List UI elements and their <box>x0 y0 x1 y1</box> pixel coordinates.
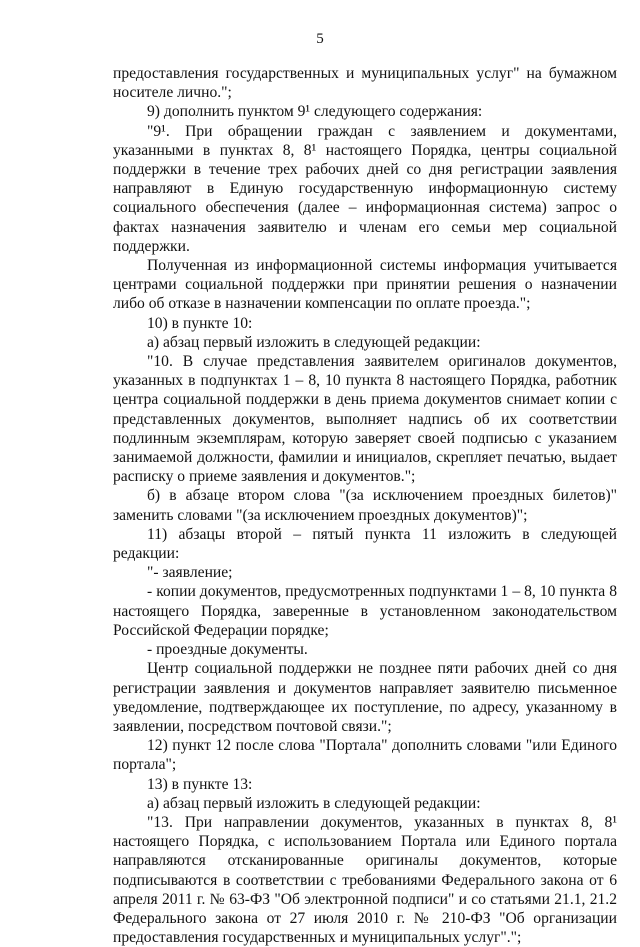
paragraph-17: "13. При направлении документов, указанных в пунктах 8, 8¹ настоящего Порядка, с использованием Портала или Единого портала направляются отсканированные оригиналы документов, которые подписываются в соответствии с требованиями Федерального закона от 6 апреля 2011 г. № 63-ФЗ "Об электронной подписи" и со статьями 21.1, 21.2 Федерального закона от 27 июля 2010 г. № 210-ФЗ "Об организации предоставления государственных и муниципальных услуг"."; <box>113 813 617 947</box>
paragraph-2: 9) дополнить пунктом 9¹ следующего содержания: <box>147 103 483 121</box>
paragraph-1: предоставления государственных и муниципальных услуг" на бумажном носителе лично."; <box>113 65 617 102</box>
paragraph-16: а) абзац первый изложить в следующей редакции: <box>147 794 481 812</box>
paragraph-3: "9¹. При обращении граждан с заявлением и документами, указанными в пунктах 8, 8¹ настоящего Порядка, центры социальной поддержки в течение трех рабочих дней со дня регистрации заявления направляют в Единую государственную информационную систему социального обеспечения (далее – информационная система) запрос о фактах назначения заявителю и членам его семьи мер социальной поддержки. <box>113 122 617 255</box>
paragraph-4: Полученная из информационной системы информация учитывается центрами социальной поддержки при принятии решения о назначении либо об отказе в назначении компенсации по оплате проезда."; <box>113 257 617 313</box>
paragraph-5: 10) в пункте 10: <box>147 314 253 332</box>
paragraph-9: 11) абзацы второй – пятый пункта 11 изложить в следующей редакции: <box>113 525 617 563</box>
document-body <box>113 64 617 947</box>
page-number: 5 <box>316 31 324 47</box>
paragraph-14: 12) пункт 12 после слова "Портала" дополнить словами "или Единого портала"; <box>113 737 617 774</box>
paragraph-8: б) в абзаце втором слова "(за исключением проездных билетов)" заменить словами "(за исключением проездных документов)"; <box>113 487 617 524</box>
paragraph-7: "10. В случае представления заявителем оригиналов документов, указанных в подпунктах 1 – 8, 10 пункта 8 настоящего Порядка, работник центра социальной поддержки в день приема документов снимает копии с представленных документов, выполняет надпись об их соответствии подлинным экземплярам, которую заверяет своей подписью с указанием занимаемой должности, фамилии и инициалов, скрепляет печатью, выдает расписку о приеме заявления и документов."; <box>113 353 617 486</box>
paragraph-15: 13) в пункте 13: <box>147 775 253 793</box>
paragraph-11: - копии документов, предусмотренных подпунктами 1 – 8, 10 пункта 8 настоящего Порядка, заверенные в установленном законодательством Российской Федерации порядке; <box>113 583 617 639</box>
paragraph-6: а) абзац первый изложить в следующей редакции: <box>147 333 481 351</box>
paragraph-12: - проездные документы. <box>147 641 308 659</box>
paragraph-13: Центр социальной поддержки не позднее пяти рабочих дней со дня регистрации заявления и документов направляет заявителю письменное уведомление, подтверждающее их поступление, по адресу, указанному в заявлении, посредством почтовой связи."; <box>113 660 617 735</box>
paragraph-10: "- заявление; <box>147 564 233 582</box>
